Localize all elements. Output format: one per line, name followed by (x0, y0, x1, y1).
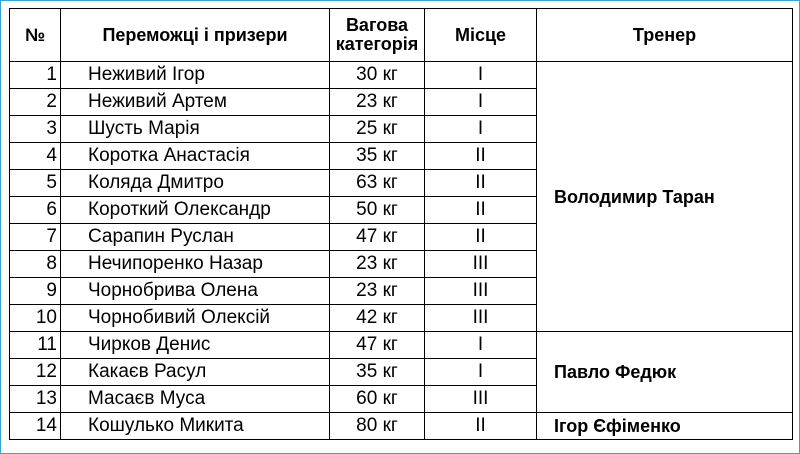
row-place: II (425, 197, 537, 224)
row-num: 1 (10, 62, 61, 89)
row-num: 8 (10, 251, 61, 278)
row-place: II (425, 143, 537, 170)
row-name: Коротка Анастасія (61, 143, 330, 170)
row-num: 7 (10, 224, 61, 251)
table-row (10, 413, 793, 440)
row-name: Какаєв Расул (61, 359, 330, 386)
row-place: II (425, 170, 537, 197)
row-place: III (425, 305, 537, 332)
row-weight: 35 кг (330, 359, 425, 386)
row-weight: 23 кг (330, 278, 425, 305)
row-num: 6 (10, 197, 61, 224)
coach-cell: Ігор Єфіменко (537, 413, 793, 440)
coach-cell: Павло Федюк (537, 332, 793, 413)
header-name: Переможці і призери (61, 9, 330, 62)
row-name: Неживий Артем (61, 89, 330, 116)
row-weight: 35 кг (330, 143, 425, 170)
row-weight: 23 кг (330, 251, 425, 278)
header-place: Місце (425, 9, 537, 62)
row-place: II (425, 224, 537, 251)
row-num: 9 (10, 278, 61, 305)
winners-table (9, 8, 793, 440)
row-name: Чирков Денис (61, 332, 330, 359)
row-place: III (425, 251, 537, 278)
row-name: Короткий Олександр (61, 197, 330, 224)
row-place: I (425, 116, 537, 143)
row-num: 14 (10, 413, 61, 440)
row-weight: 60 кг (330, 386, 425, 413)
row-name: Чорнобрива Олена (61, 278, 330, 305)
row-num: 3 (10, 116, 61, 143)
row-weight: 42 кг (330, 305, 425, 332)
row-name: Неживий Ігор (61, 62, 330, 89)
row-name: Масаєв Муса (61, 386, 330, 413)
row-place: I (425, 359, 537, 386)
row-name: Шусть Марія (61, 116, 330, 143)
row-weight: 63 кг (330, 170, 425, 197)
row-num: 11 (10, 332, 61, 359)
row-weight: 25 кг (330, 116, 425, 143)
row-place: III (425, 386, 537, 413)
row-name: Сарапин Руслан (61, 224, 330, 251)
row-weight: 80 кг (330, 413, 425, 440)
row-num: 4 (10, 143, 61, 170)
header-num: № (10, 9, 61, 62)
row-num: 13 (10, 386, 61, 413)
row-name: Коляда Дмитро (61, 170, 330, 197)
row-place: III (425, 278, 537, 305)
row-num: 10 (10, 305, 61, 332)
row-weight: 47 кг (330, 332, 425, 359)
row-weight: 23 кг (330, 89, 425, 116)
row-name: Чорнобивий Олексій (61, 305, 330, 332)
row-num: 12 (10, 359, 61, 386)
row-place: I (425, 332, 537, 359)
row-weight: 30 кг (330, 62, 425, 89)
header-row (10, 9, 793, 62)
row-num: 5 (10, 170, 61, 197)
row-weight: 47 кг (330, 224, 425, 251)
row-name: Кошулько Микита (61, 413, 330, 440)
row-place: I (425, 89, 537, 116)
header-coach: Тренер (537, 9, 793, 62)
row-place: II (425, 413, 537, 440)
table-row (10, 62, 793, 89)
row-name: Нечипоренко Назар (61, 251, 330, 278)
row-place: I (425, 62, 537, 89)
header-weight: Вагова категорія (330, 9, 425, 62)
coach-cell: Володимир Таран (537, 62, 793, 332)
table-row (10, 332, 793, 359)
row-num: 2 (10, 89, 61, 116)
row-weight: 50 кг (330, 197, 425, 224)
